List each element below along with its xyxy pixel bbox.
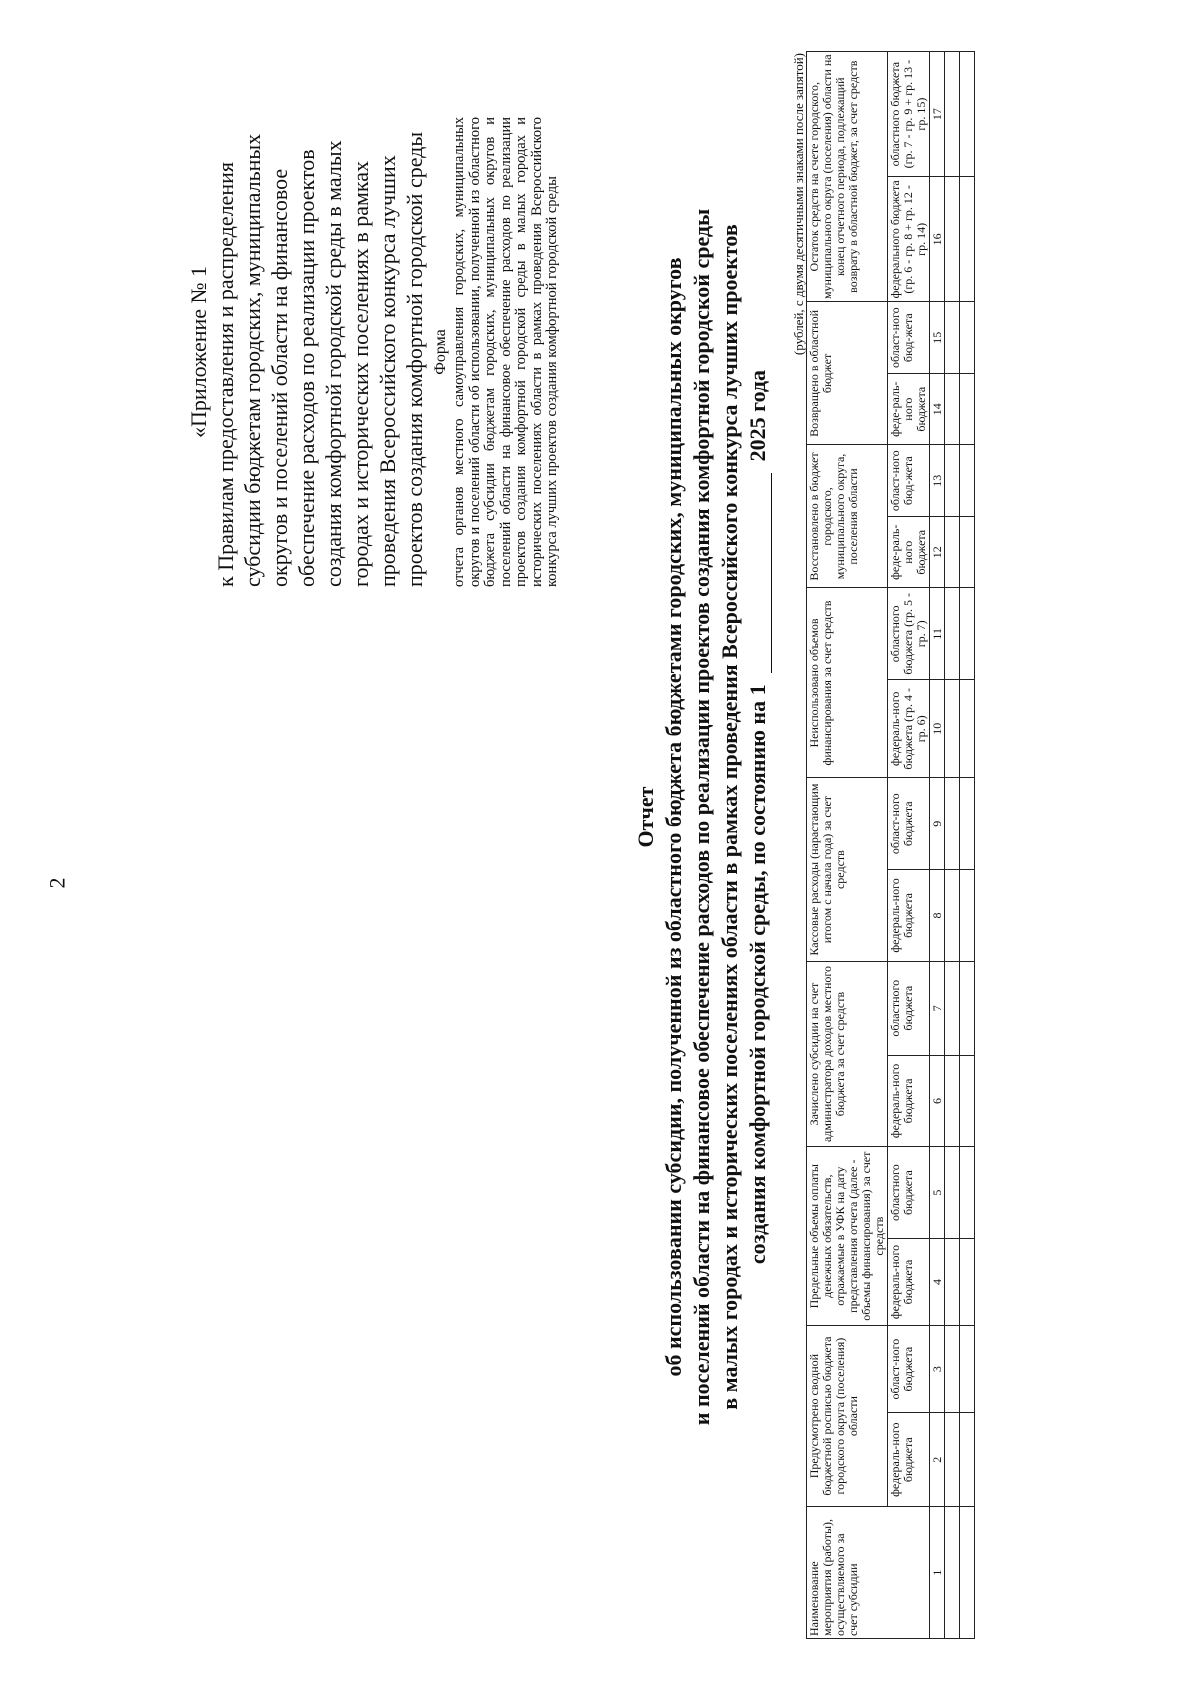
header-planned: Предусмотрено сводной бюджетной росписью бюджета городского округа (поселения) области [807,1326,888,1507]
empty-cell [945,680,960,778]
empty-cell [960,680,975,778]
subheader-col-14: феде-раль-ного бюджета [888,373,930,445]
empty-cell [945,588,960,680]
col-number: 16 [930,177,945,302]
empty-cell [945,1055,960,1147]
col-number: 4 [930,1238,945,1325]
subheader-col-11: областного бюджета (гр. 5 - гр. 7) [888,588,930,680]
appendix-block [185,117,428,587]
header-returned: Возвращено в областной бюджет [807,302,888,445]
empty-cell [945,1147,960,1239]
empty-cell [960,516,975,588]
empty-cell [960,870,975,962]
empty-cell [945,373,960,445]
empty-cell [945,778,960,870]
subheader-col-10: федераль-ного бюджета (гр. 4 - гр. 6) [888,680,930,778]
col-number: 11 [930,588,945,680]
subheader-col-2: федераль-ного бюджета [888,1413,930,1507]
report-title-line-2: и поселений области на финансовое обеспечение расходов по реализации проектов создания комфортной городской среды [689,208,714,1426]
report-title-line-4 [744,37,772,1597]
header-restored: Восстановлено в бюджет городского, муниципального округа, поселения области [807,445,888,588]
col-number: 2 [930,1413,945,1507]
col-number: 8 [930,870,945,962]
empty-cell [960,778,975,870]
subheader-col-7: областного бюджета [888,961,930,1055]
empty-cell [960,445,975,517]
empty-cell [960,52,975,177]
empty-cell [945,516,960,588]
empty-cell [960,961,975,1055]
subheader-col-17: областного бюджета (гр. 7 - гр. 9 + гр. 13 - гр. 15) [888,52,930,177]
subheader-col-9: област-ного бюджета [888,778,930,870]
col-number: 17 [930,52,945,177]
header-measure-name: Наименование мероприятия (работы), осуществляемого за счет субсидии [807,1507,930,1639]
col-number: 13 [930,445,945,517]
empty-cell [960,302,975,374]
col-number: 14 [930,373,945,445]
report-date-blank [753,473,772,673]
empty-cell [960,1147,975,1239]
empty-cell [945,1238,960,1325]
empty-cell [960,1507,975,1639]
table-header-row [807,52,888,1639]
header-financing-limits: Предельные объемы оплаты денежных обязательств, отражаемые в УФК на дату представления отчета (далее - объемы финансирования) за счет средств [807,1147,888,1326]
empty-cell [960,1055,975,1147]
empty-cell [945,445,960,517]
empty-cell [945,870,960,962]
col-number: 15 [930,302,945,374]
empty-cell [945,1413,960,1507]
report-title-line-1: об использовании субсидии, полученной из областного бюджета бюджетами городских, муниципальных округов [661,257,686,1377]
subheader-col-8: федераль-ного бюджета [888,870,930,962]
header-unused: Неиспользовано объемов финансирования за счет средств [807,588,888,778]
subheader-col-4: федераль-ного бюджета [888,1238,930,1325]
subheader-col-15: област-ного бюд-жета [888,302,930,374]
subheader-col-13: област-ного бюд-жета [888,445,930,517]
header-cash-expenses: Кассовые расходы (нарастающим итогом с начала года) за счет средств [807,778,888,961]
form-label: Форма [432,329,449,375]
empty-cell [945,961,960,1055]
empty-cell [960,1413,975,1507]
subheader-col-12: феде-раль-ного бюджета [888,516,930,588]
empty-cell [945,1507,960,1639]
empty-cell [960,177,975,302]
report-date-prefix: создания комфортной городской среды, по состоянию на 1 [745,684,770,1265]
table-row [945,52,960,1639]
report-table [806,51,975,1639]
report-heading: Отчет [633,786,658,848]
col-number: 7 [930,961,945,1055]
col-number: 9 [930,778,945,870]
empty-cell [960,1326,975,1413]
subheader-col-6: федераль-ного бюджета [888,1055,930,1147]
subheader-col-5: областного бюджета [888,1147,930,1239]
form-description: отчета органов местного самоуправления городских, муниципальных округов и поселений области об использовании, полученной из областного бюджета субсидии бюджетам городских, муниципальных округов и поселений области на финансовое обеспечение расходов по реализации проектов создания комфортной городской среды в малых городах и исторических поселениях области в рамках проведения Всероссийского конкурса лучших проектов создания комфортной городской среды [451,117,560,587]
table-subheader-row [888,52,930,1639]
empty-cell [960,373,975,445]
empty-cell [960,588,975,680]
col-number: 10 [930,680,945,778]
table-row [960,52,975,1639]
subheader-col-3: област-ного бюджета [888,1326,930,1413]
column-number-row [930,52,945,1639]
col-number: 6 [930,1055,945,1147]
col-number: 1 [930,1507,945,1639]
col-number: 12 [930,516,945,588]
empty-cell [945,1326,960,1413]
report-date-suffix: 2025 года [745,369,770,462]
units-note: (рублей, с двумя десятичными знаками после запятой) [791,53,806,356]
col-number: 5 [930,1147,945,1239]
empty-cell [960,1238,975,1325]
header-credited: Зачислено субсидии на счет администратора доходов местного бюджета за счет средств [807,961,888,1147]
header-balance: Остаток средств на счете городского, муниципального округа (поселения) области на конец отчетного периода, подлежащий возврату в областной бюджет, за счет средств [807,52,888,302]
report-title [632,37,772,1597]
empty-cell [945,52,960,177]
subheader-col-16: федерального бюджета (гр. 6 - гр. 8 + гр. 12 - гр. 14) [888,177,930,302]
empty-cell [945,177,960,302]
col-number: 3 [930,1326,945,1413]
appendix-body: к Правилам предоставления и распределения субсидии бюджетам городских, муниципальных округов и поселений области на финансовое обеспечение расходов по реализации проектов создания комфортной городской среды в малых городах и исторических поселениях в рамках проведения Всероссийского конкурса лучших проектов создания комфортной городской среды [213,131,427,587]
appendix-title: «Приложение № 1 [186,265,211,439]
report-title-line-3: в малых городах и исторических поселениях области в рамках проведения Всероссийского конкурса лучших проектов [717,224,742,1410]
empty-cell [945,302,960,374]
page-number: 2 [44,877,70,889]
